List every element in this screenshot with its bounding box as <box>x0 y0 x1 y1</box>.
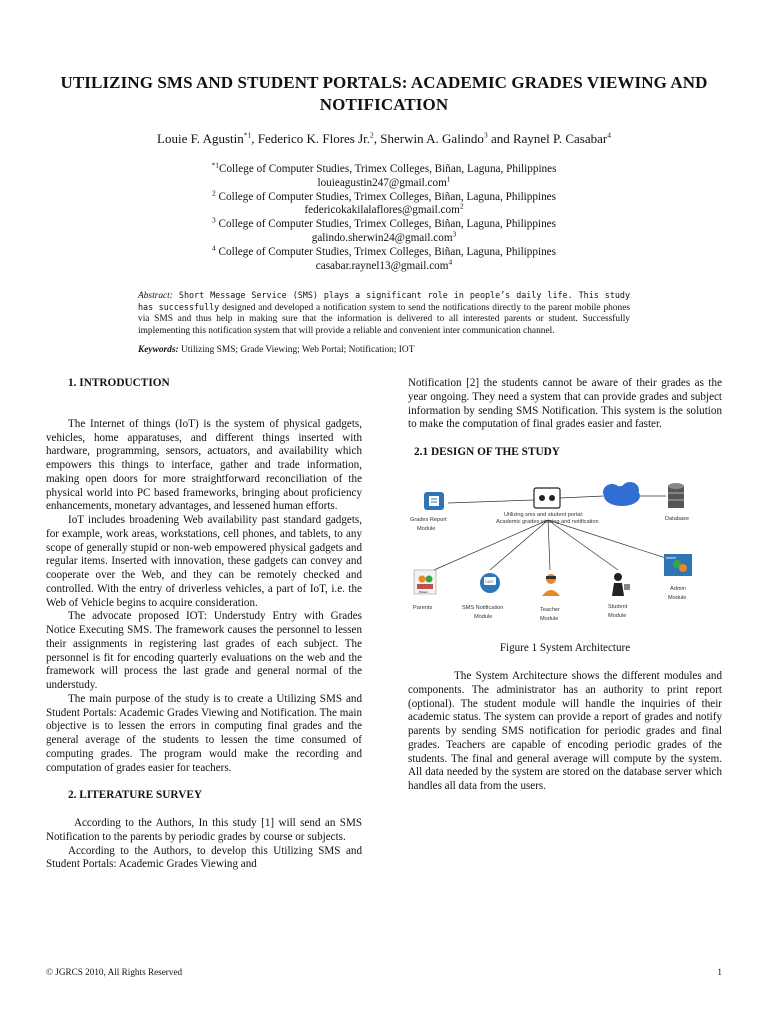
affiliation-email[interactable]: louieagustin247@gmail.com$^1$ <box>317 174 451 189</box>
section-heading: 2.1 DESIGN OF THE STUDY <box>414 446 560 458</box>
abstract-body: designed and developed a notification system to send the notifications directly to the parent mobile phones via SMS and thus help in making sure that the information is delivered to all interested parents or student. Successfully implementing this notification system that will provide a reliable and convenient inter communication channel. <box>138 303 630 336</box>
database-label: Database <box>665 516 689 522</box>
right-column <box>408 377 722 460</box>
grades-report-icon <box>424 492 444 510</box>
connector-line <box>434 520 548 570</box>
section-heading: 1. INTRODUCTION <box>68 377 170 389</box>
center-label: Utilizing sms and student portal: <box>504 512 584 518</box>
left-column <box>46 377 362 872</box>
center-label-2: Academic grades viewing and notification <box>496 519 599 525</box>
paragraph: The Internet of things (IoT) is the system of physical gadgets, vehicles, home apparatuses, and different things inserted with hardware, programming, sensors, actuators, and availability which empowers this things to interface, gather and trade information, making open doors for more straightforward reconciliation of the physical world into PC based frameworks, bringing about proficiency enhancements, monetary advantages, and lessened human efforts. <box>46 417 362 513</box>
affiliation-list <box>100 160 668 273</box>
system-server-icon <box>534 488 560 508</box>
paragraph: The advocate proposed IOT: Understudy Entry with Grades Notice Executing SMS. The framework causes the personnel to lessen their assignments in registering last grades of each subject. The personnel is fit for encoding quarterly evaluations on the web and the framework will process the last grade and general normal of the understudy. <box>46 610 362 691</box>
system-architecture-diagram <box>400 478 730 628</box>
admin-label-2: Module <box>668 595 687 601</box>
figure-caption: Figure 1 System Architecture <box>499 642 631 654</box>
affiliation: $^{*1}$College of Computer Studies, Trimex Colleges, Biñan, Laguna, Philippines <box>211 160 557 175</box>
keywords-text: Utilizing SMS; Grade Viewing; Web Portal; Notification; IOT <box>178 345 415 355</box>
connector-line <box>548 520 672 560</box>
author-name: Louie F. Agustin <box>157 131 244 146</box>
sms-module-label: SMS Notification <box>462 605 504 611</box>
paragraph: According to the Authors, In this study [1] will send an SMS Notification to the parents by periodic grades by course or subjects. <box>46 817 362 843</box>
paragraph: The System Architecture shows the different modules and components. The administrator has an authority to print report (optional). The student module will handle the inquiries of their academic status. The system can provide a report of grades and notify parents by sending SMS notification for periodic grades and final grades. Teachers are capable of encoding periodic grades of the students. The final and general average will compute by the system. All data needed by the system are stored on the database server which handles all data from the users. <box>408 670 722 792</box>
author-name: Federico K. Flores Jr. <box>257 131 371 146</box>
author-list: Louie F. Agustin$^{*1}$, Federico K. Flores Jr.$^2$, Sherwin A. Galindo$^3$ and Raynel P. Casabar$^4$ <box>157 130 611 146</box>
section-heading: 2. LITERATURE SURVEY <box>68 789 203 802</box>
admin-icon <box>664 554 692 576</box>
svg-text:Parent: Parent <box>419 590 428 594</box>
connector-line <box>560 496 604 498</box>
teacher-label-2: Module <box>540 616 559 622</box>
admin-label: Admin <box>670 586 686 592</box>
page-number: 1 <box>717 967 722 977</box>
sms-module-label-2: Module <box>474 614 493 620</box>
affiliation: $^3$ College of Computer Studies, Trimex Colleges, Biñan, Laguna, Philippines <box>211 215 557 231</box>
affiliation-email[interactable]: federicokakilalaflores@gmail.com$^2$ <box>304 201 464 217</box>
affiliation-email[interactable]: galindo.sherwin24@gmail.com$^3$ <box>311 229 457 244</box>
grades-report-label: Grades Report <box>410 517 447 523</box>
author-name: Raynel P. Casabar <box>512 131 608 146</box>
teacher-icon <box>542 574 560 596</box>
paragraph: The main purpose of the study is to create a Utilizing SMS and Student Portals: Academic Grades Viewing and Notification. The main objective is to lessen the errors in computing final grades and the general average of the students to lessen the time consumed of computing grades. The program would make the recording and computation of grades easier for teachers. <box>46 692 362 774</box>
keywords <box>138 345 630 355</box>
paper-title: UTILIZING SMS AND STUDENT PORTALS: ACADEMIC GRADES VIEWING AND NOTIFICATION <box>60 73 708 114</box>
paragraph: Notification [2] the students cannot be aware of their grades as the year ongoing. They need a system that can provide grades and subject information by sending SMS Notification. This system is the solution to make the computation of final grades easier and faster. <box>408 377 722 431</box>
paragraph: According to the Authors, to develop this Utilizing SMS and Student Portals: Academic Grades Viewing and <box>46 844 362 871</box>
student-label-2: Module <box>608 613 627 619</box>
paragraph: IoT includes broadening Web availability past standard gadgets, for example, work areas, workstations, cell phones, and tablets, to any scope of generally stupid or non-web empowered physical gadgets and regular items. Inserted with innovation, these gadgets can convey and cooperate over the Web, and they can be remotely checked and controlled. With the entry of driverless vehicles, a part of IoT, i.e. the Web of Vehicle begins to acquire consideration. <box>46 514 362 609</box>
affiliation-email[interactable]: casabar.raynel13@gmail.com$^4$ <box>315 256 453 272</box>
sms-notification-icon <box>480 573 500 593</box>
connector-line <box>548 520 618 570</box>
author-name: Sherwin A. Galindo <box>380 131 484 146</box>
student-icon <box>612 573 630 596</box>
grades-report-label-2: Module <box>417 526 436 532</box>
svg-text:SMS: SMS <box>485 579 494 584</box>
abstract-label: Abstract: <box>138 291 173 301</box>
affiliation: $^2$ College of Computer Studies, Trimex Colleges, Biñan, Laguna, Philippines <box>211 187 557 203</box>
teacher-label: Teacher <box>540 607 560 613</box>
parents-icon <box>414 570 436 594</box>
affiliation: $^4$ College of Computer Studies, Trimex Colleges, Biñan, Laguna, Philippines <box>211 243 557 258</box>
database-icon <box>668 483 684 508</box>
cloud-icon <box>603 482 640 506</box>
connector-line <box>548 520 550 570</box>
student-label: Student <box>608 604 628 610</box>
keywords-label: Keywords: <box>138 345 179 355</box>
abstract-first-line: Short Message Service (SMS) plays a significant role in people’s daily life. This study has successfully <box>138 290 630 313</box>
footer-copyright: © JGRCS 2010, All Rights Reserved <box>46 967 183 977</box>
parents-label: Parents <box>413 605 433 611</box>
abstract <box>138 290 630 337</box>
right-column-lower <box>408 670 722 794</box>
connector-line <box>448 500 534 503</box>
connector-line <box>490 520 548 570</box>
svg-text:Admin: Admin <box>666 556 676 560</box>
